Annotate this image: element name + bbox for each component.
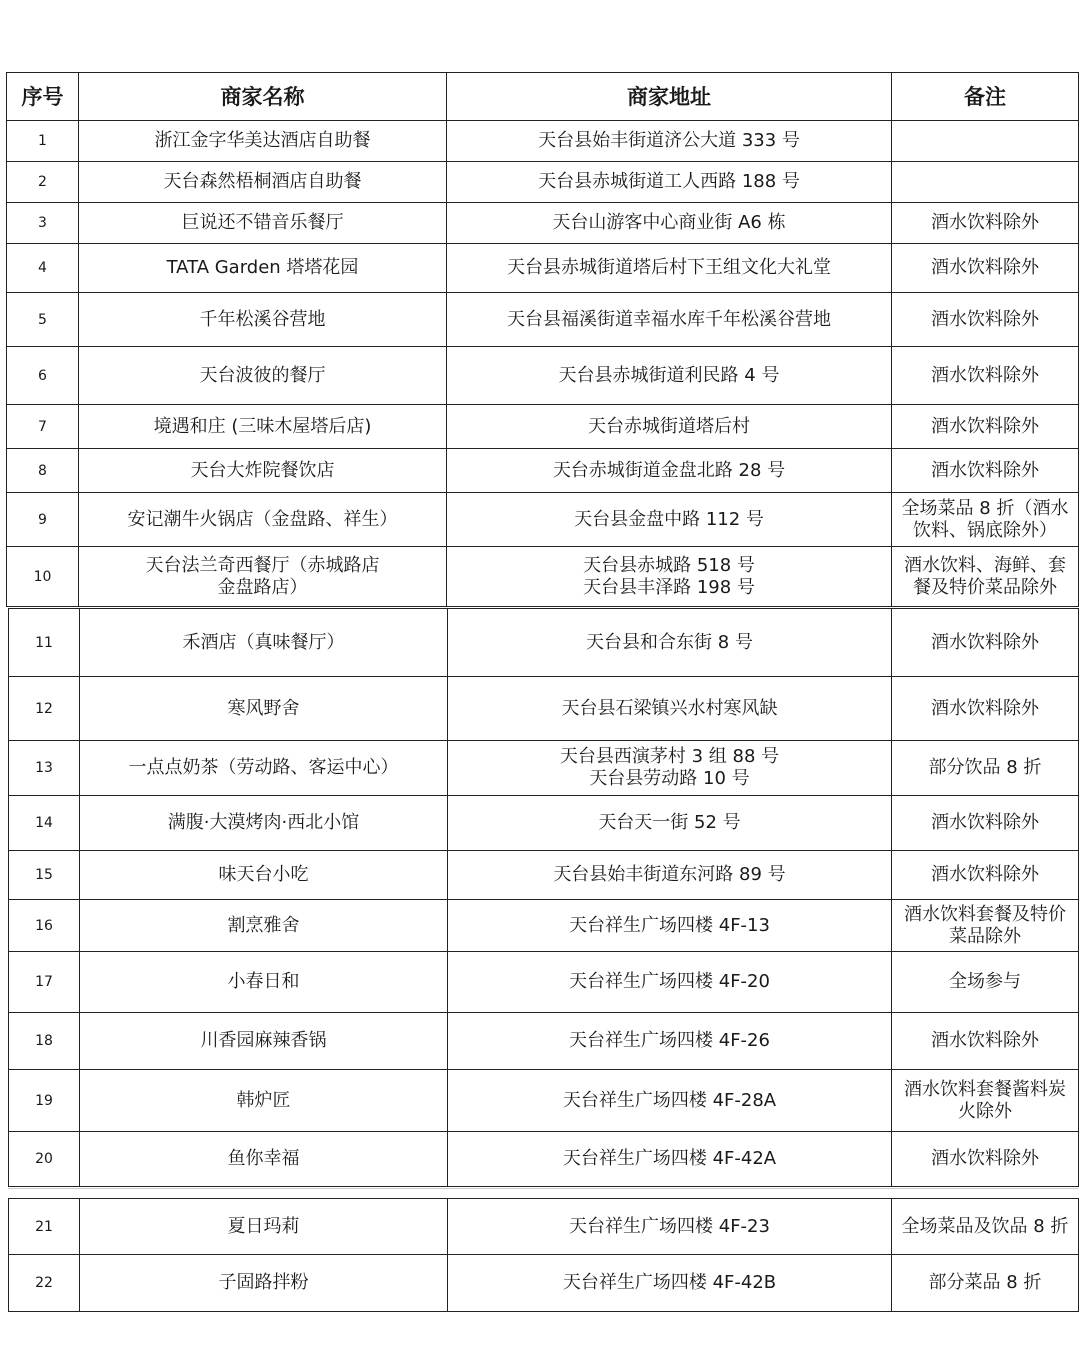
remark [892,741,1079,796]
merchant-table-part-2 [8,608,1079,1187]
remark [892,1132,1079,1187]
table-row [9,677,1079,741]
remark-line: 酒水饮料除外 [931,459,1039,481]
merchant-name-line: 安记潮牛火锅店（金盘路、祥生） [127,508,398,530]
merchant-name [80,1070,448,1132]
remark [892,609,1079,677]
row-index: 20 [9,1132,80,1187]
remark [892,244,1079,293]
table-row [9,741,1079,796]
merchant-address-line: 天台县始丰街道济公大道 333 号 [538,130,800,151]
merchant-address-line: 天台县赤城街道工人西路 188 号 [538,171,800,192]
header-remarks: 备注 [892,73,1079,121]
merchant-address-line: 天台祥生广场四楼 4F-23 [569,1215,770,1237]
remark-line: 酒水饮料除外 [931,415,1039,437]
merchant-name-line: 禾酒店（真味餐厅） [182,631,345,653]
merchant-name-line: 金盘路店） [217,576,308,598]
merchant-address [448,741,892,796]
row-index: 12 [9,677,80,741]
remark-line: 菜品除外 [949,925,1021,947]
merchant-name-line: 一点点奶茶（劳动路、客运中心） [128,757,399,778]
table-row [7,493,1079,547]
merchant-address-line: 天台县丰泽路 198 号 [583,576,755,598]
table-row [9,851,1079,900]
remark-line: 部分饮品 8 折 [928,757,1042,778]
merchant-address-line: 天台县石梁镇兴水村寒风缺 [561,697,778,719]
row-index: 18 [9,1013,80,1070]
merchant-address [448,1132,892,1187]
remark [892,796,1079,851]
row-index: 2 [7,162,79,203]
merchant-name [79,493,447,547]
table-row [9,1013,1079,1070]
remark [892,293,1079,347]
merchant-name [80,1199,448,1255]
merchant-name-line: TATA Garden 塔塔花园 [166,257,359,278]
remark [892,493,1079,547]
row-index: 6 [7,347,79,405]
merchant-name-line: 千年松溪谷营地 [199,308,326,330]
merchant-address-line: 天台县赤城街道塔后村下王组文化大礼堂 [507,257,831,278]
merchant-address-line: 天台祥生广场四楼 4F-42B [562,1272,777,1293]
merchant-address [448,900,892,952]
merchant-address-line: 天台县赤城路 518 号 [583,554,755,576]
row-index: 4 [7,244,79,293]
merchant-table-part-3 [8,1198,1079,1312]
merchant-name-line: 夏日玛莉 [227,1215,300,1237]
merchant-name-line: 寒风野舍 [227,697,300,719]
merchant-address-line: 天台县和合东街 8 号 [586,631,753,653]
merchant-name-line: 满腹·大漠烤肉·西北小馆 [167,812,360,833]
table-row [9,1070,1079,1132]
header-index: 序号 [7,73,79,121]
merchant-table-part-1 [6,72,1079,607]
row-index: 14 [9,796,80,851]
merchant-address [448,677,892,741]
table-row [7,244,1079,293]
merchant-address [448,1013,892,1070]
remark-line: 火除外 [958,1100,1012,1122]
merchant-address [448,1255,892,1312]
merchant-address [447,405,892,449]
merchant-name-line: 子固路拌粉 [218,1272,309,1293]
header-merchant-address: 商家地址 [447,73,892,121]
merchant-address-line: 天台县金盘中路 112 号 [574,508,764,530]
merchant-address-line: 天台县福溪街道幸福水库千年松溪谷营地 [507,308,831,330]
merchant-address-line: 天台祥生广场四楼 4F-13 [569,914,770,936]
merchant-name [80,1132,448,1187]
merchant-name [80,1255,448,1312]
merchant-address-line: 天台赤城街道塔后村 [588,415,750,437]
remark [892,900,1079,952]
row-index: 13 [9,741,80,796]
remark-line: 酒水饮料除外 [931,308,1039,330]
remark-line: 酒水饮料除外 [931,364,1039,386]
merchant-name [79,547,447,607]
merchant-address [447,547,892,607]
row-index: 8 [7,449,79,493]
merchant-address-line: 天台赤城街道金盘北路 28 号 [552,459,786,481]
table-row [9,900,1079,952]
remark-line: 酒水饮料除外 [931,212,1039,233]
merchant-name-line: 境遇和庄 (三味木屋塔后店) [153,415,372,437]
merchant-address [448,1199,892,1255]
merchant-address [448,609,892,677]
remark [892,952,1079,1013]
row-index: 5 [7,293,79,347]
merchant-address-line: 天台山游客中心商业街 A6 栋 [552,212,786,233]
merchant-name-line: 浙江金字华美达酒店自助餐 [154,130,371,151]
merchant-name-line: 天台大炸院餐饮店 [190,459,335,481]
table-row [9,1199,1079,1255]
table-row [9,796,1079,851]
merchant-name-line: 巨说还不错音乐餐厅 [181,212,344,233]
table-row [7,547,1079,607]
row-index: 11 [9,609,80,677]
row-index: 1 [7,121,79,162]
remark-line: 酒水饮料除外 [931,1030,1039,1051]
merchant-name [80,796,448,851]
remark-line: 部分菜品 8 折 [928,1272,1042,1293]
remark-line: 全场菜品及饮品 8 折 [901,1215,1069,1237]
merchant-name [79,203,447,244]
remark-line: 餐及特价菜品除外 [913,576,1057,598]
remark [892,449,1079,493]
merchant-address [447,121,892,162]
table-row [7,347,1079,405]
row-index: 10 [7,547,79,607]
header-merchant-name: 商家名称 [79,73,447,121]
table-row [9,952,1079,1013]
remark [892,1199,1079,1255]
merchant-address [447,449,892,493]
remark-line: 酒水饮料套餐及特价 [904,903,1066,925]
remark [892,1255,1079,1312]
remark-line: 酒水饮料除外 [931,864,1039,885]
row-index: 16 [9,900,80,952]
table-row [7,162,1079,203]
remark [892,1070,1079,1132]
merchant-name-line: 韩炉匠 [236,1089,291,1111]
table-row [9,1132,1079,1187]
merchant-name [79,405,447,449]
merchant-address-line: 天台祥生广场四楼 4F-20 [569,971,770,992]
merchant-name [80,677,448,741]
row-index: 19 [9,1070,80,1132]
merchant-address [447,493,892,547]
row-index: 22 [9,1255,80,1312]
merchant-name [80,609,448,677]
merchant-address-line: 天台天一街 52 号 [598,812,741,833]
remark-line: 全场菜品 8 折（酒水 [901,497,1069,519]
row-index: 9 [7,493,79,547]
merchant-address [448,952,892,1013]
merchant-name [80,952,448,1013]
table-row [7,203,1079,244]
merchant-name [80,741,448,796]
remark-line: 酒水饮料除外 [931,1148,1039,1169]
row-index: 7 [7,405,79,449]
remark-line: 饮料、锅底除外） [913,519,1057,541]
remark [892,547,1079,607]
row-index: 3 [7,203,79,244]
merchant-name-line: 天台法兰奇西餐厅（赤城路店 [145,554,380,576]
remark-line: 酒水饮料除外 [931,631,1039,653]
remark [892,1013,1079,1070]
row-index: 15 [9,851,80,900]
merchant-address [448,796,892,851]
merchant-address [447,203,892,244]
merchant-address [447,244,892,293]
remark [892,677,1079,741]
table-row [7,405,1079,449]
merchant-address [447,162,892,203]
merchant-address [447,347,892,405]
remark-line: 酒水饮料除外 [931,812,1039,833]
merchant-name-line: 味天台小吃 [218,864,309,885]
table-row [7,293,1079,347]
merchant-address-line: 天台县赤城街道利民路 4 号 [558,364,780,386]
merchant-name [80,851,448,900]
merchant-name-line: 割烹雅舍 [227,914,300,936]
merchant-name-line: 小春日和 [227,971,300,992]
merchant-name-line: 天台森然梧桐酒店自助餐 [163,171,362,192]
merchant-address [447,293,892,347]
merchant-address [448,851,892,900]
remark-line: 全场参与 [949,971,1021,992]
merchant-name [80,1013,448,1070]
table-row [9,609,1079,677]
merchant-address-line: 天台县西演茅村 3 组 88 号 [559,746,780,767]
merchant-address-line: 天台县劳动路 10 号 [589,768,750,789]
merchant-address [448,1070,892,1132]
merchant-name [80,900,448,952]
merchant-address-line: 天台祥生广场四楼 4F-26 [569,1030,770,1051]
merchant-address-line: 天台县始丰街道东河路 89 号 [553,864,786,885]
remark-line: 酒水饮料除外 [931,257,1039,278]
remark [892,851,1079,900]
remark [892,347,1079,405]
table-row [7,121,1079,162]
merchant-name [79,293,447,347]
table-header-row [7,73,1079,121]
merchant-name [79,347,447,405]
row-index: 21 [9,1199,80,1255]
merchant-name-line: 鱼你幸福 [227,1148,300,1169]
remark-line: 酒水饮料套餐酱料炭 [904,1078,1066,1100]
row-index: 17 [9,952,80,1013]
table-row [7,449,1079,493]
page-divider [8,1188,1078,1189]
remark [892,405,1079,449]
merchant-name-line: 天台波彼的餐厅 [199,364,326,386]
merchant-address-line: 天台祥生广场四楼 4F-42A [562,1148,777,1169]
merchant-name-line: 川香园麻辣香锅 [200,1030,327,1051]
remark [892,162,1079,203]
merchant-name [79,244,447,293]
remark-line: 酒水饮料、海鲜、套 [904,554,1066,576]
remark [892,203,1079,244]
remark-line: 酒水饮料除外 [931,697,1039,719]
table-row [9,1255,1079,1312]
merchant-name [79,121,447,162]
merchant-name [79,449,447,493]
merchant-address-line: 天台祥生广场四楼 4F-28A [562,1089,777,1111]
remark [892,121,1079,162]
merchant-name [79,162,447,203]
